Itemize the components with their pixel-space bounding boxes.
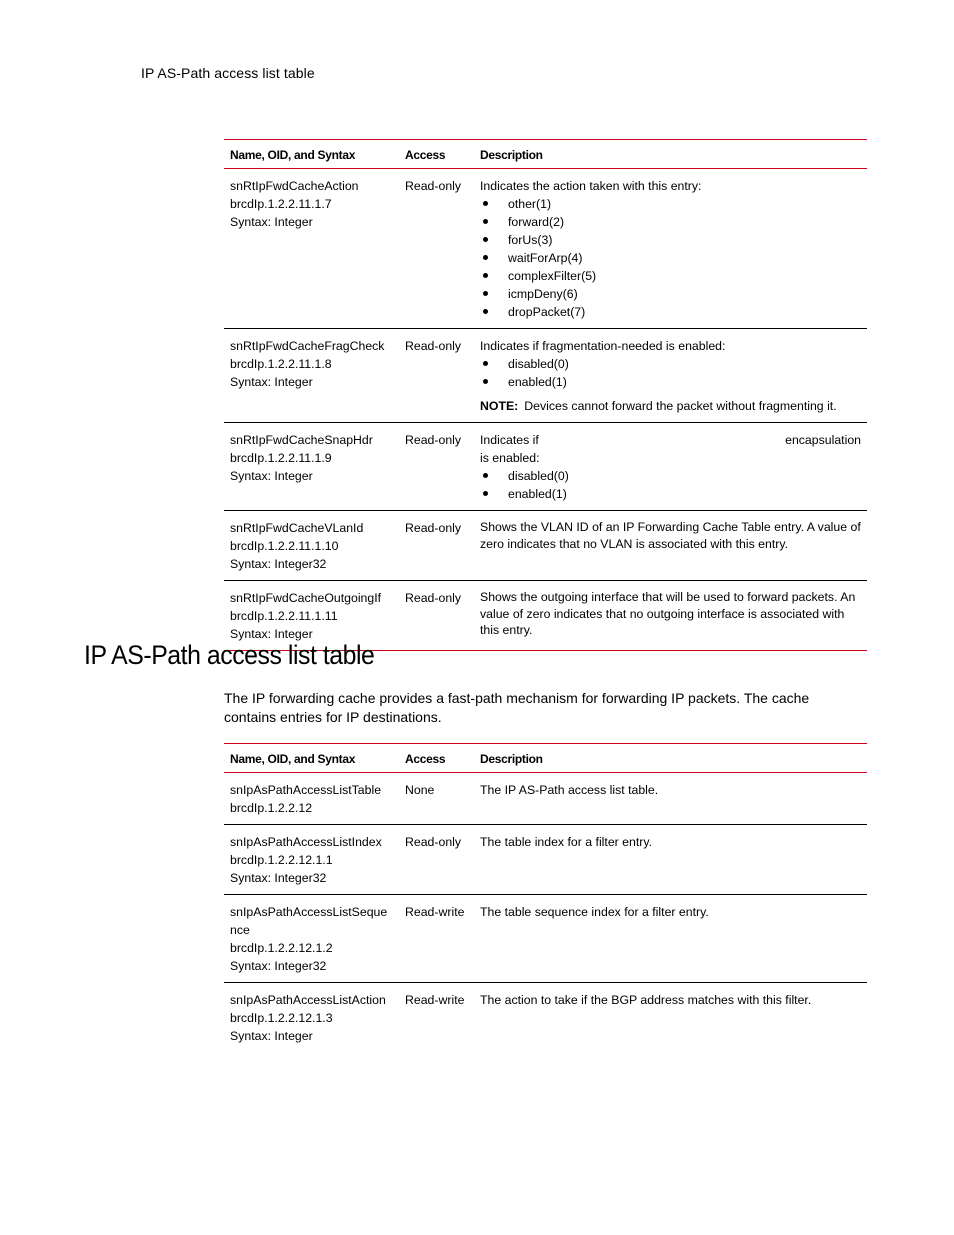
table-row: [224, 894, 867, 982]
name-oid-syntax: [224, 511, 399, 580]
list-item: forUs(3): [480, 231, 861, 249]
object-name: snRtIpFwdCacheAction: [230, 179, 359, 193]
list-item: complexFilter(5): [480, 267, 861, 285]
list-item: icmpDeny(6): [480, 285, 861, 303]
object-oid: brcdIp.1.2.2.11.1.9: [230, 451, 332, 465]
object-syntax: Syntax: Integer: [230, 469, 313, 483]
list-item: disabled(0): [480, 467, 861, 485]
access-value: Read-only: [405, 521, 462, 535]
description: Shows the outgoing interface that will be used to forward packets. An value of zero indicates that no outgoing interface is associated with this entry.: [480, 590, 856, 637]
access-value: Read-only: [405, 339, 462, 353]
object-syntax: Syntax: Integer32: [230, 557, 327, 571]
object-name: snRtIpFwdCacheOutgoingIf: [230, 591, 382, 605]
header-description: Description: [480, 148, 543, 162]
description: Shows the VLAN ID of an IP Forwarding Cache Table entry. A value of zero indicates that no VLAN is associated with this entry.: [480, 520, 861, 551]
name-oid-syntax: [224, 895, 399, 982]
as-path-access-list-table: [224, 743, 867, 1052]
name-oid-syntax: [224, 773, 399, 824]
table-row: [224, 422, 867, 510]
object-name: snIpAsPathAccessListIndex: [230, 835, 382, 849]
object-name: snRtIpFwdCacheSnapHdr: [230, 433, 373, 447]
header-access: Access: [405, 148, 446, 162]
header-access: Access: [405, 752, 446, 766]
name-oid-syntax: [224, 423, 399, 510]
list-item: enabled(1): [480, 485, 861, 503]
description-text: Indicates the action taken with this entry:: [480, 179, 702, 193]
table-row: [224, 328, 867, 422]
header-name: Name, OID, and Syntax: [230, 148, 356, 162]
description-first-line: [480, 431, 861, 449]
description-text-right: encapsulation: [785, 433, 861, 447]
list-item: enabled(1): [480, 373, 861, 391]
access-value: Read-write: [405, 993, 465, 1007]
object-name: snIpAsPathAccessListSeque: [230, 905, 388, 919]
value-list: [480, 355, 861, 391]
description-text-left: Indicates if: [480, 433, 539, 447]
object-syntax: Syntax: Integer: [230, 627, 313, 641]
access-value: None: [405, 783, 435, 797]
name-oid-syntax: [224, 825, 399, 894]
table-row: [224, 773, 867, 824]
object-name: snIpAsPathAccessListTable: [230, 783, 382, 797]
table-row: [224, 982, 867, 1052]
running-header: IP AS-Path access list table: [141, 65, 315, 81]
value-list: [480, 195, 861, 321]
fwd-cache-table: [224, 139, 867, 651]
note-text: Devices cannot forward the packet without fragmenting it.: [524, 399, 837, 413]
object-name: snRtIpFwdCacheVLanId: [230, 521, 364, 535]
description: The table index for a filter entry.: [480, 835, 653, 849]
name-oid-syntax: [224, 329, 399, 422]
list-item: disabled(0): [480, 355, 861, 373]
value-list: [480, 467, 861, 503]
object-syntax: Syntax: Integer: [230, 375, 313, 389]
table-row: [224, 824, 867, 894]
note-label: NOTE:: [480, 399, 519, 413]
note: [480, 397, 861, 415]
object-oid: brcdIp.1.2.2.11.1.8: [230, 357, 332, 371]
object-syntax: Syntax: Integer: [230, 1029, 313, 1043]
access-value: Read-only: [405, 591, 462, 605]
description: The IP AS-Path access list table.: [480, 783, 659, 797]
object-oid: brcdIp.1.2.2.12: [230, 801, 313, 815]
object-oid: brcdIp.1.2.2.11.1.11: [230, 609, 338, 623]
description: The table sequence index for a filter entry.: [480, 905, 709, 919]
table-header-row: [224, 140, 867, 169]
header-description: Description: [480, 752, 543, 766]
list-item: waitForArp(4): [480, 249, 861, 267]
name-oid-syntax: [224, 983, 399, 1052]
description-text: is enabled:: [480, 451, 540, 465]
object-name: snRtIpFwdCacheFragCheck: [230, 339, 385, 353]
description-text: Indicates if fragmentation-needed is enabled:: [480, 339, 726, 353]
description: The action to take if the BGP address matches with this filter.: [480, 993, 812, 1007]
object-name: snIpAsPathAccessListAction: [230, 993, 386, 1007]
table-header-row: [224, 744, 867, 773]
object-name-continued: nce: [230, 923, 250, 937]
name-oid-syntax: [224, 169, 399, 328]
header-name: Name, OID, and Syntax: [230, 752, 356, 766]
list-item: other(1): [480, 195, 861, 213]
table-row: [224, 510, 867, 580]
table-row: [224, 169, 867, 328]
object-syntax: Syntax: Integer32: [230, 871, 327, 885]
object-oid: brcdIp.1.2.2.12.1.2: [230, 941, 333, 955]
list-item: dropPacket(7): [480, 303, 861, 321]
object-oid: brcdIp.1.2.2.12.1.3: [230, 1011, 333, 1025]
object-syntax: Syntax: Integer: [230, 215, 313, 229]
object-oid: brcdIp.1.2.2.12.1.1: [230, 853, 333, 867]
access-value: Read-only: [405, 835, 462, 849]
object-oid: brcdIp.1.2.2.11.1.7: [230, 197, 332, 211]
list-item: forward(2): [480, 213, 861, 231]
access-value: Read-write: [405, 905, 465, 919]
object-syntax: Syntax: Integer32: [230, 959, 327, 973]
access-value: Read-only: [405, 179, 462, 193]
section-title: IP AS-Path access list table: [84, 640, 375, 670]
intro-paragraph: The IP forwarding cache provides a fast-path mechanism for forwarding IP packets. The cache contains entries for IP destinations.: [224, 690, 810, 725]
access-value: Read-only: [405, 433, 462, 447]
description: [474, 329, 867, 422]
description: [474, 169, 867, 328]
description: [474, 423, 867, 510]
object-oid: brcdIp.1.2.2.11.1.10: [230, 539, 339, 553]
